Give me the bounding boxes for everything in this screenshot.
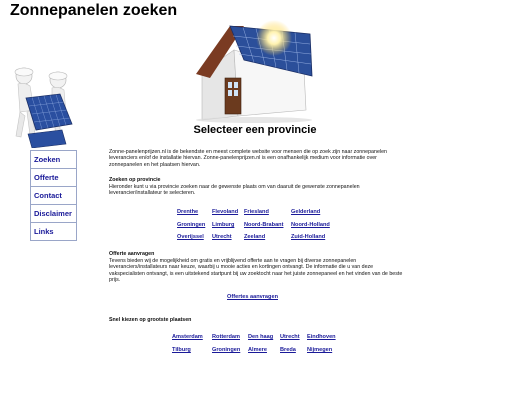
province-link[interactable]: Utrecht — [212, 234, 232, 240]
province-link[interactable]: Zuid-Holland — [291, 234, 326, 240]
side-navigation — [30, 150, 77, 241]
city-link[interactable]: Nijmegen — [307, 347, 333, 353]
cities-title: Snel kiezen op grootste plaatsen — [109, 317, 192, 323]
nav-offerte[interactable]: Offerte — [31, 168, 76, 186]
search-title: Zoeken op provincie — [109, 177, 161, 183]
province-link[interactable]: Noord-Holland — [291, 222, 330, 228]
province-link[interactable]: Limburg — [212, 222, 235, 228]
province-heading: Selecteer een provincie — [193, 124, 317, 136]
city-link[interactable]: Den haag — [248, 334, 274, 340]
province-link[interactable]: Zeeland — [244, 234, 266, 240]
city-link[interactable]: Amsterdam — [172, 334, 203, 340]
city-link[interactable]: Breda — [280, 347, 296, 353]
city-link[interactable]: Groningen — [212, 347, 241, 353]
quotes-text: Tevens bieden wij de mogelijkheid om gratis en vrijblijvend offerte aan te vragen bij diverse zonnepanelen leveranciers/installateurs naar keuze, waarbij u mooie acties en kortingen ontvangt. De informatie die u van deze vakspecialisten ontvangt, is een uitstekend startpunt bij uw zoektocht naar het juiste zonnepaneel en het vinden van de beste prijs. — [109, 258, 403, 283]
city-link[interactable]: Rotterdam — [212, 334, 240, 340]
province-link[interactable]: Groningen — [177, 222, 206, 228]
province-link[interactable]: Friesland — [244, 209, 269, 215]
city-link[interactable]: Utrecht — [280, 334, 300, 340]
province-link[interactable]: Drenthe — [177, 209, 199, 215]
site-title: Zonnepanelen zoeken — [10, 2, 178, 19]
search-text: Hieronder kunt u via provincie zoeken naar de gewenste plaats om van daaruit de gewenste zonnepanelen leverancier/installateur te selecteren. — [109, 184, 360, 197]
city-link[interactable]: Tilburg — [172, 347, 191, 353]
province-link[interactable]: Flevoland — [212, 209, 239, 215]
intro-text: Zonne-panelenprijzen.nl is de bekendste en meest complete website voor mensen die op zoek zijn naar zonnepanelen leveranciers en/of de installatie hiervan. Zonne-panelenprijzen.nl is een onafhankelijk medium voor informatie over zonnepanelen en het plaatsen hiervan. — [109, 149, 387, 168]
solar-house-image — [188, 20, 324, 124]
nav-links[interactable]: Links — [31, 222, 76, 240]
province-link[interactable]: Overijssel — [177, 234, 204, 240]
city-link[interactable]: Eindhoven — [307, 334, 336, 340]
city-link[interactable]: Almere — [248, 347, 267, 353]
quotes-link[interactable]: Offertes aanvragen — [227, 294, 278, 300]
province-link[interactable]: Gelderland — [291, 209, 321, 215]
nav-contact[interactable]: Contact — [31, 186, 76, 204]
solar-workers-illustration — [10, 64, 76, 148]
province-link[interactable]: Noord-Brabant — [244, 222, 284, 228]
nav-zoeken[interactable]: Zoeken — [34, 155, 61, 164]
nav-disclaimer[interactable]: Disclaimer — [31, 204, 76, 222]
quotes-title: Offerte aanvragen — [109, 251, 155, 257]
